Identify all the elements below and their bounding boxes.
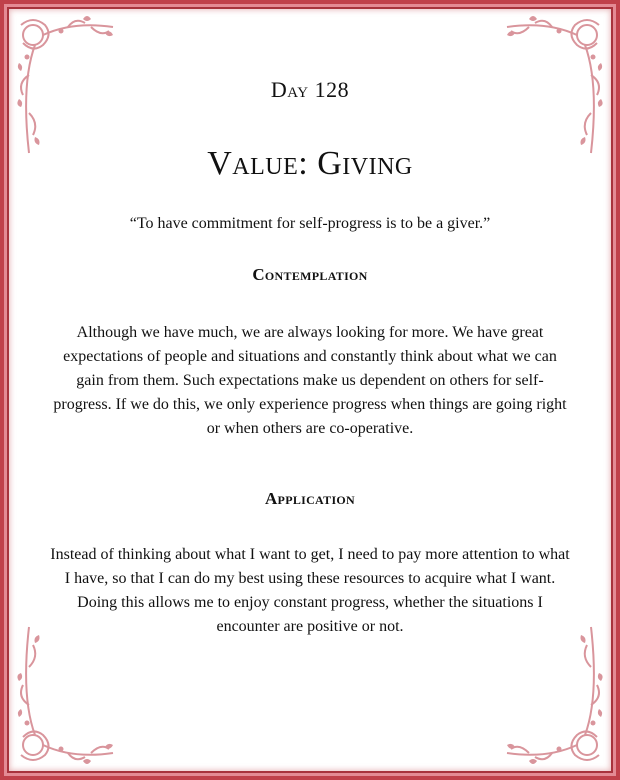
corner-ornament-bottom-left [13, 617, 123, 767]
quote: “To have commitment for self-progress is to be a giver.” [129, 215, 491, 232]
application-heading: Application [264, 489, 356, 508]
day-number: Day 128 [270, 77, 350, 102]
contemplation-heading: Contemplation [252, 265, 368, 284]
page-border [4, 4, 616, 776]
application-text: Instead of thinking about what I want to get, I need to pay more attention to what I have, so that I can do my best using these resources to acquire what I want. Doing this allows me to enjoy constant progress, whether the situations I encounter are positive or not. [50, 546, 570, 635]
page-title: Value: Giving [207, 145, 413, 182]
contemplation-text: Although we have much, we are always looking for more. We have great expectations of people and situations and constantly think about what we can gain from them. Such expectations make us dependent on others for self-progress. If we do this, we only experience progress when things are going right or when others are co-operative. [53, 324, 567, 437]
corner-ornament-bottom-right [497, 617, 607, 767]
